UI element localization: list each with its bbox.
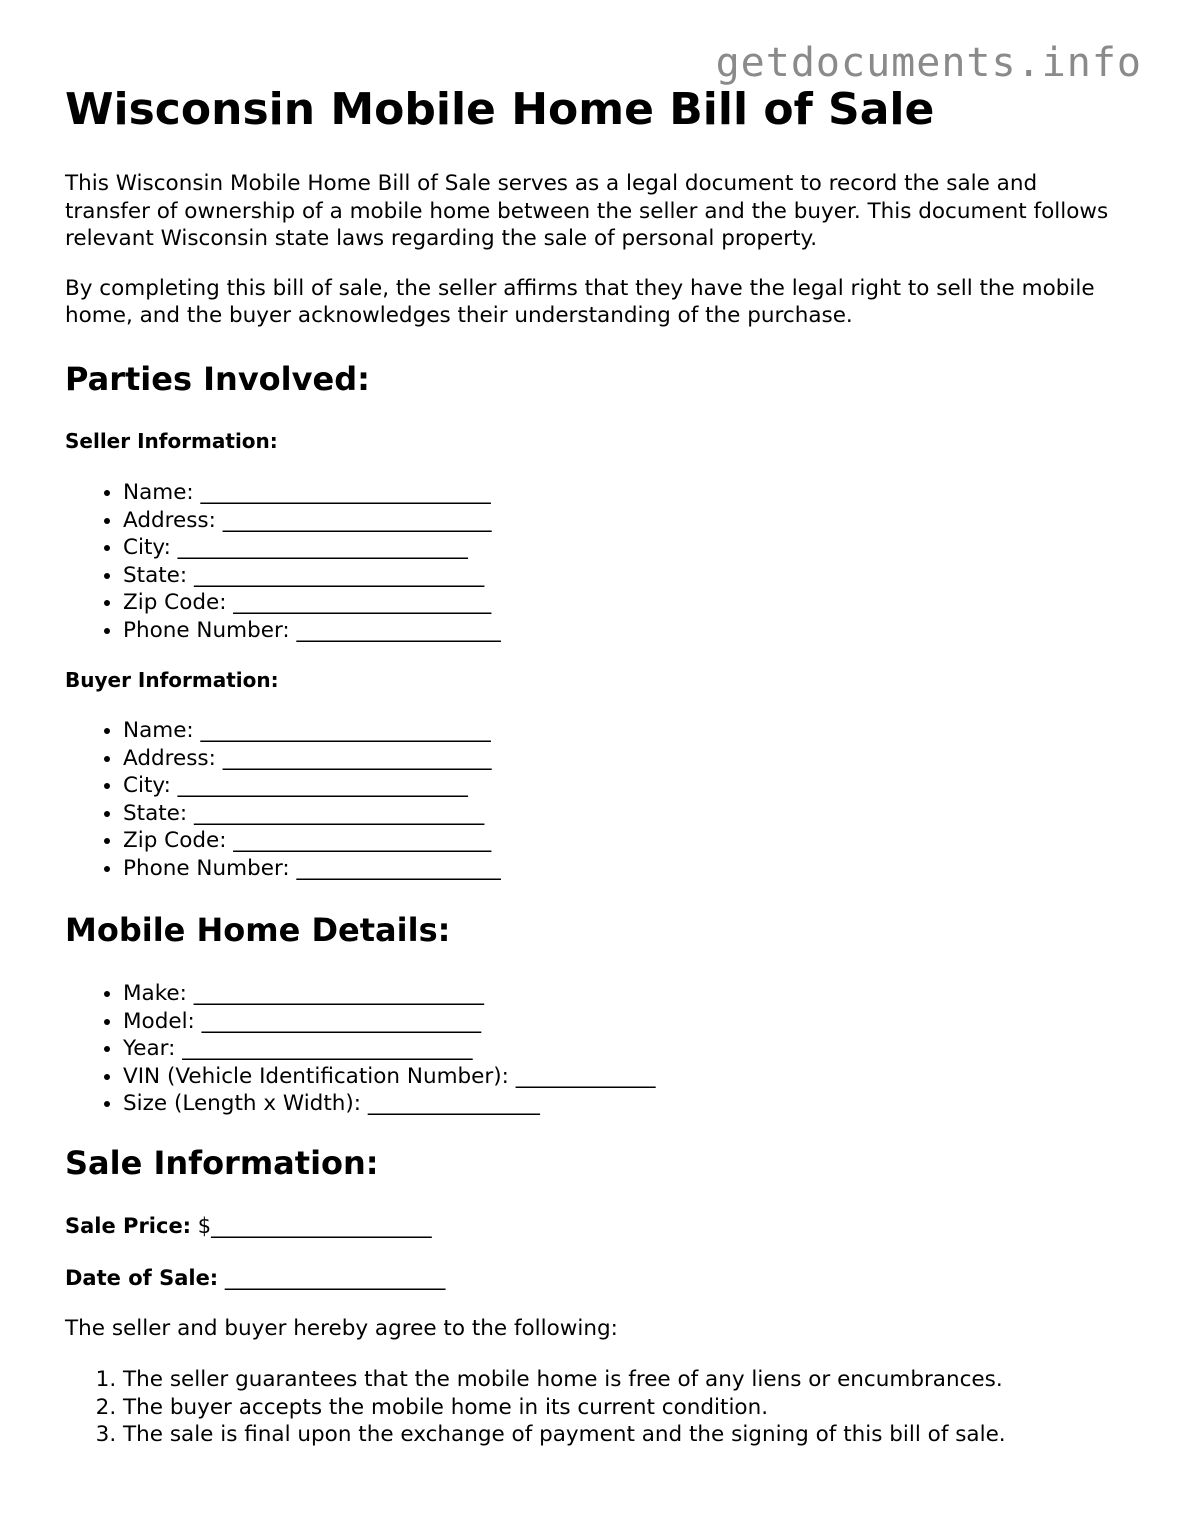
document-title: Wisconsin Mobile Home Bill of Sale [65,84,935,135]
agreement-intro: The seller and buyer hereby agree to the following: [65,1316,618,1341]
mobile-home-heading: Mobile Home Details: [65,911,451,949]
home-field-year: • Year: ___________________________ [123,1035,655,1063]
agreement-term: 2. The buyer accepts the mobile home in its current condition. [123,1394,1006,1422]
seller-field-city: • City: ___________________________ [123,534,501,562]
home-field-size: • Size (Length x Width): ________________ [123,1090,655,1118]
home-field-model: • Model: __________________________ [123,1008,655,1036]
intro-paragraph: This Wisconsin Mobile Home Bill of Sale serves as a legal document to record the sale and transfer of ownership of a mobile home between the seller and the buyer. This document follows relevant Wisconsin state laws regarding the sale of personal property. [65,171,1109,251]
sale-price-line [65,1213,432,1240]
buyer-field-address: • Address: _________________________ [123,745,501,773]
seller-heading: Seller Information: [65,429,278,453]
home-field-make: • Make: ___________________________ [123,980,655,1008]
seller-field-zip: • Zip Code: ________________________ [123,589,501,617]
mobile-home-fields-list [65,980,655,1118]
sale-date-line [65,1265,445,1292]
agreement-term: 3. The sale is final upon the exchange of payment and the signing of this bill of sale. [123,1421,1006,1449]
seller-field-address: • Address: _________________________ [123,507,501,535]
agreement-terms-list [65,1366,1006,1449]
sale-date-blank: _____________________ [218,1266,446,1290]
seller-field-state: • State: ___________________________ [123,562,501,590]
parties-heading: Parties Involved: [65,360,370,398]
seller-field-phone: • Phone Number: ___________________ [123,617,501,645]
buyer-field-city: • City: ___________________________ [123,772,501,800]
sale-heading: Sale Information: [65,1144,379,1182]
buyer-fields-list [65,717,501,882]
buyer-field-zip: • Zip Code: ________________________ [123,827,501,855]
intro-section [65,170,1125,352]
buyer-heading: Buyer Information: [65,668,279,692]
buyer-field-phone: • Phone Number: ___________________ [123,855,501,883]
sale-date-label: Date of Sale: [65,1266,219,1290]
sale-price-blank: $_____________________ [191,1214,432,1238]
intro-paragraph: By completing this bill of sale, the seller affirms that they have the legal right to sell the mobile home, and the buyer acknowledges their understanding of the purchase. [65,275,1095,328]
sale-price-label: Sale Price: [65,1214,192,1238]
watermark: getdocuments.info [715,40,1142,86]
agreement-term: 1. The seller guarantees that the mobile home is free of any liens or encumbrances. [123,1366,1006,1394]
seller-field-name: • Name: ___________________________ [123,479,501,507]
seller-fields-list [65,479,501,644]
buyer-field-state: • State: ___________________________ [123,800,501,828]
home-field-vin: • VIN (Vehicle Identification Number): _____________ [123,1063,655,1091]
buyer-field-name: • Name: ___________________________ [123,717,501,745]
